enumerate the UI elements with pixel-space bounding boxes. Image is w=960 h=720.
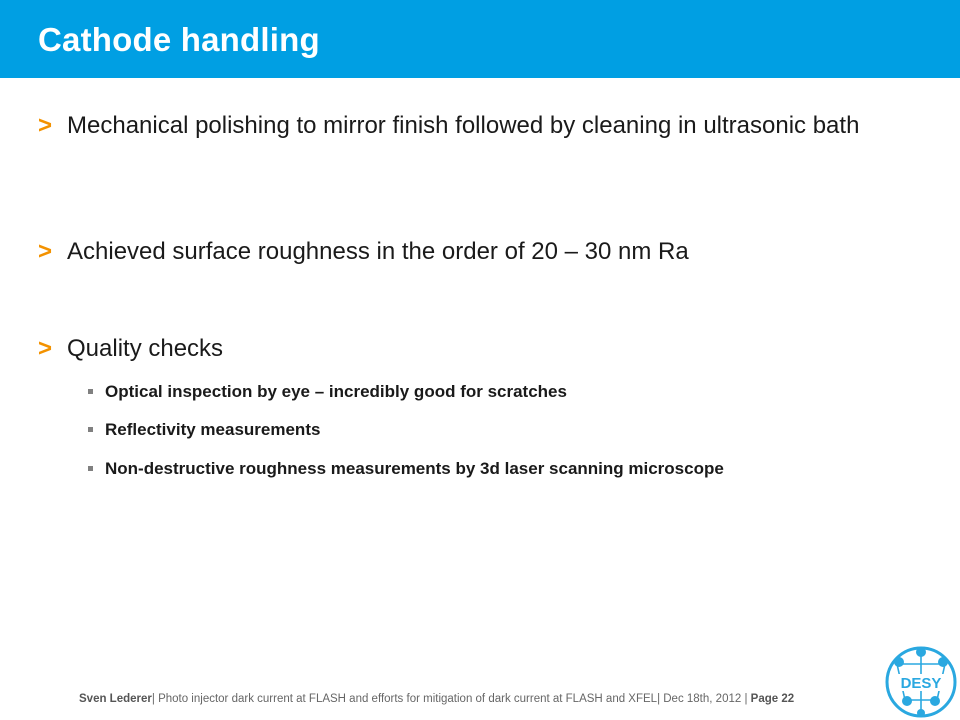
logo-text: DESY	[900, 675, 942, 692]
square-bullet-icon	[88, 427, 93, 432]
footer-date: Dec 18th, 2012	[663, 693, 742, 705]
bullet-text: Achieved surface roughness in the order of 20 – 30 nm Ra	[67, 238, 689, 265]
footer-talk-title: Photo injector dark current at FLASH and efforts for mitigation of dark current at FLASH and XFEL	[158, 693, 658, 705]
bullet-item	[38, 110, 918, 142]
bullet-arrow-icon: >	[38, 335, 53, 362]
bullet-item	[38, 236, 918, 268]
footer-separator: |	[741, 693, 751, 705]
sub-bullet-item	[88, 381, 928, 403]
sub-bullet-text: Reflectivity measurements	[105, 420, 321, 439]
footer-separator: |	[151, 693, 159, 705]
footer-page-number: Page 22	[750, 693, 795, 705]
sub-bullet-item	[88, 458, 928, 480]
square-bullet-icon	[88, 466, 93, 471]
slide-title: Cathode handling	[38, 21, 320, 58]
sub-bullet-text: Non-destructive roughness measurements by 3d laser scanning microscope	[105, 459, 724, 478]
bullet-text: Quality checks	[67, 335, 224, 362]
bullet-item	[38, 333, 918, 365]
footer-separator: |	[657, 693, 664, 705]
desy-logo-icon	[883, 644, 959, 720]
bullet-arrow-icon: >	[38, 112, 53, 139]
footer-author: Sven Lederer	[79, 693, 152, 705]
sub-bullet-item	[88, 419, 928, 441]
sub-bullet-text: Optical inspection by eye – incredibly good for scratches	[105, 382, 567, 401]
bullet-text: Mechanical polishing to mirror finish followed by cleaning in ultrasonic bath	[67, 112, 860, 139]
slide-footer	[79, 693, 794, 705]
bullet-arrow-icon: >	[38, 238, 53, 265]
square-bullet-icon	[88, 389, 93, 394]
title-bar	[0, 0, 960, 78]
